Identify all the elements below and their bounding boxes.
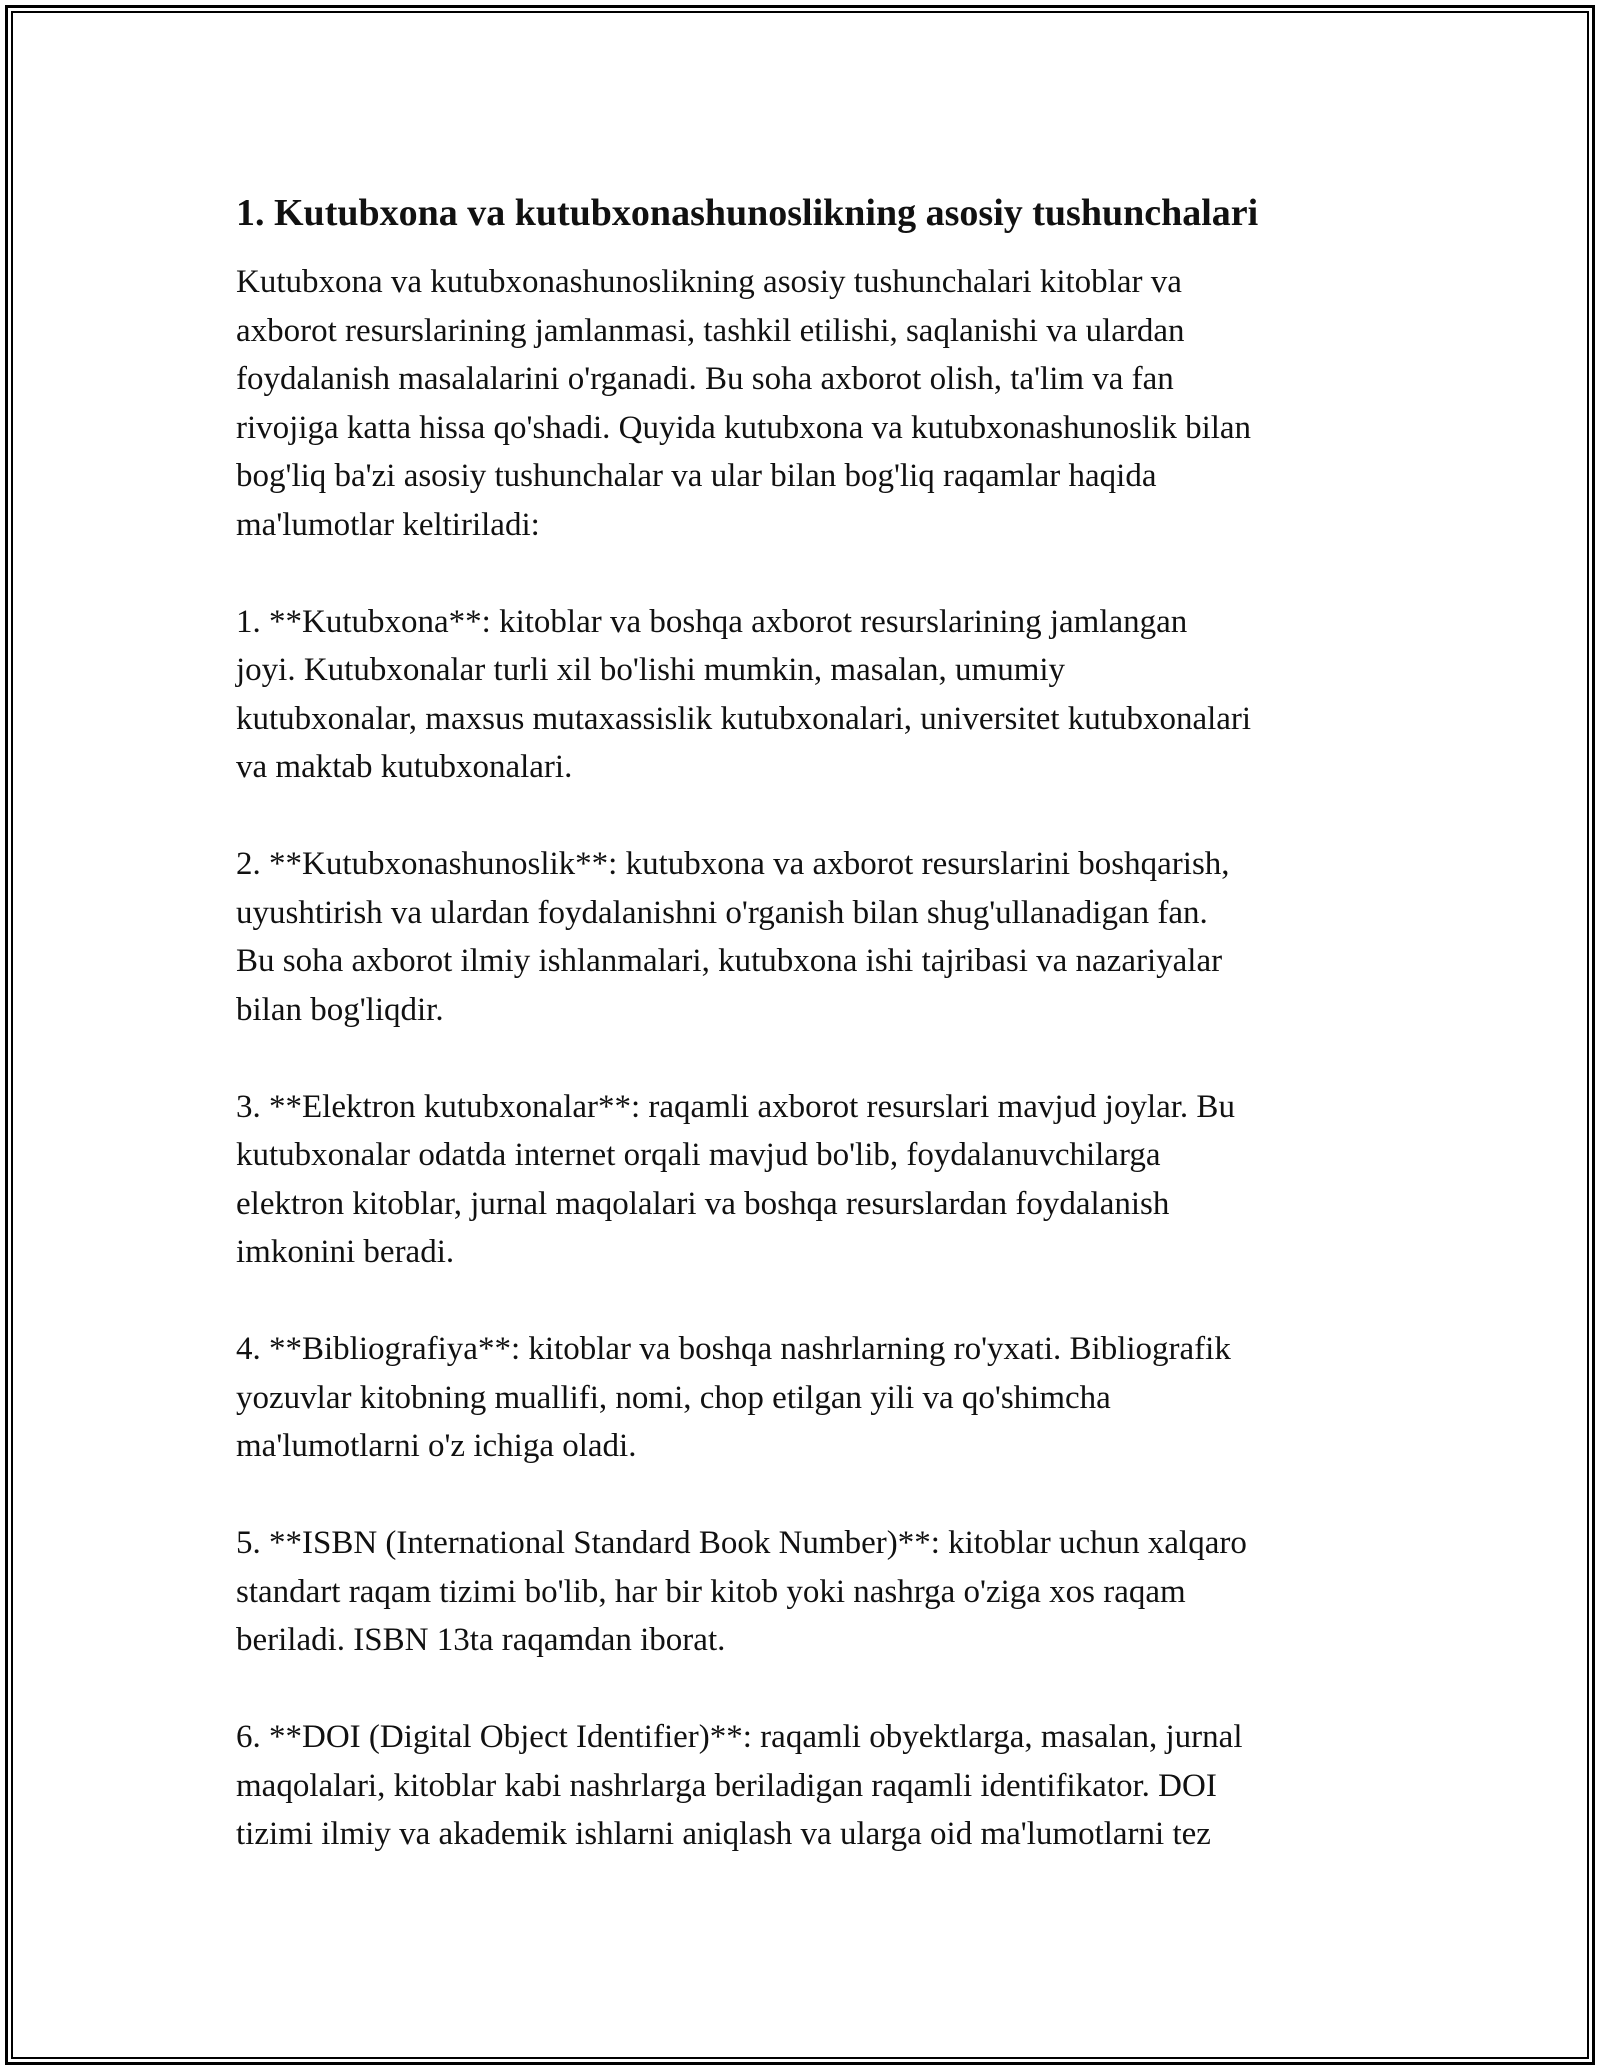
document-body [236,188,1376,1907]
section-heading: 1. Kutubxona va kutubxonashunoslikning asosiy tushunchalari [236,192,1259,234]
intro-paragraph: Kutubxona va kutubxonashunoslikning asosiy tushunchalari kitoblar va axborot resurslarining jamlanmasi, tashkil etilishi, saqlanishi va ulardan foydalanish masalalarini o'rganadi. Bu soha axborot olish, ta'lim va fan rivojiga katta hissa qo'shadi. Quyida kutubxona va kutubxonashunoslik bilan bog'liq ba'zi asosiy tushunchalar va ular bilan bog'liq raqamlar haqida ma'lumotlar keltiriladi: [236,264,1252,543]
list-item-doi: 6. **DOI (Digital Object Identifier)**: raqamli obyektlarga, masalan, jurnal maqolalari, kitoblar kabi nashrlarga beriladigan raqamli identifikator. DOI tizimi ilmiy va akademik ishlarni aniqlash va ularga oid ma'lumotlarni tez [236,1719,1243,1852]
list-item-bibliografiya: 4. **Bibliografiya**: kitoblar va boshqa nashrlarning ro'yxati. Bibliografik yozuvlar kitobning muallifi, nomi, chop etilgan yili va qo'shimcha ma'lumotlarni o'z ichiga oladi. [236,1331,1231,1464]
list-item-kutubxona: 1. **Kutubxona**: kitoblar va boshqa axborot resurslarining jamlangan joyi. Kutubxonalar turli xil bo'lishi mumkin, masalan, umumiy kutubxonalar, maxsus mutaxassislik kutubxonalari, universitet kutubxonalari va maktab kutubxonalari. [236,603,1252,785]
list-item-isbn: 5. **ISBN (International Standard Book Number)**: kitoblar uchun xalqaro standart raqam tizimi bo'lib, har bir kitob yoki nashrga o'ziga xos raqam beriladi. ISBN 13ta raqamdan iborat. [236,1525,1247,1658]
list-item-elektron-kutubxonalar: 3. **Elektron kutubxonalar**: raqamli axborot resurslari mavjud joylar. Bu kutubxonalar odatda internet orqali mavjud bo'lib, foydalanuvchilarga elektron kitoblar, jurnal maqolalari va boshqa resurslardan foydalanish imkonini beradi. [236,1088,1235,1270]
list-item-kutubxonashunoslik: 2. **Kutubxonashunoslik**: kutubxona va axborot resurslarini boshqarish, uyushtirish va ulardan foydalanishni o'rganish bilan shug'ullanadigan fan. Bu soha axborot ilmiy ishlanmalari, kutubxona ishi tajribasi va nazariyalar bilan bog'liqdir. [236,846,1230,1028]
